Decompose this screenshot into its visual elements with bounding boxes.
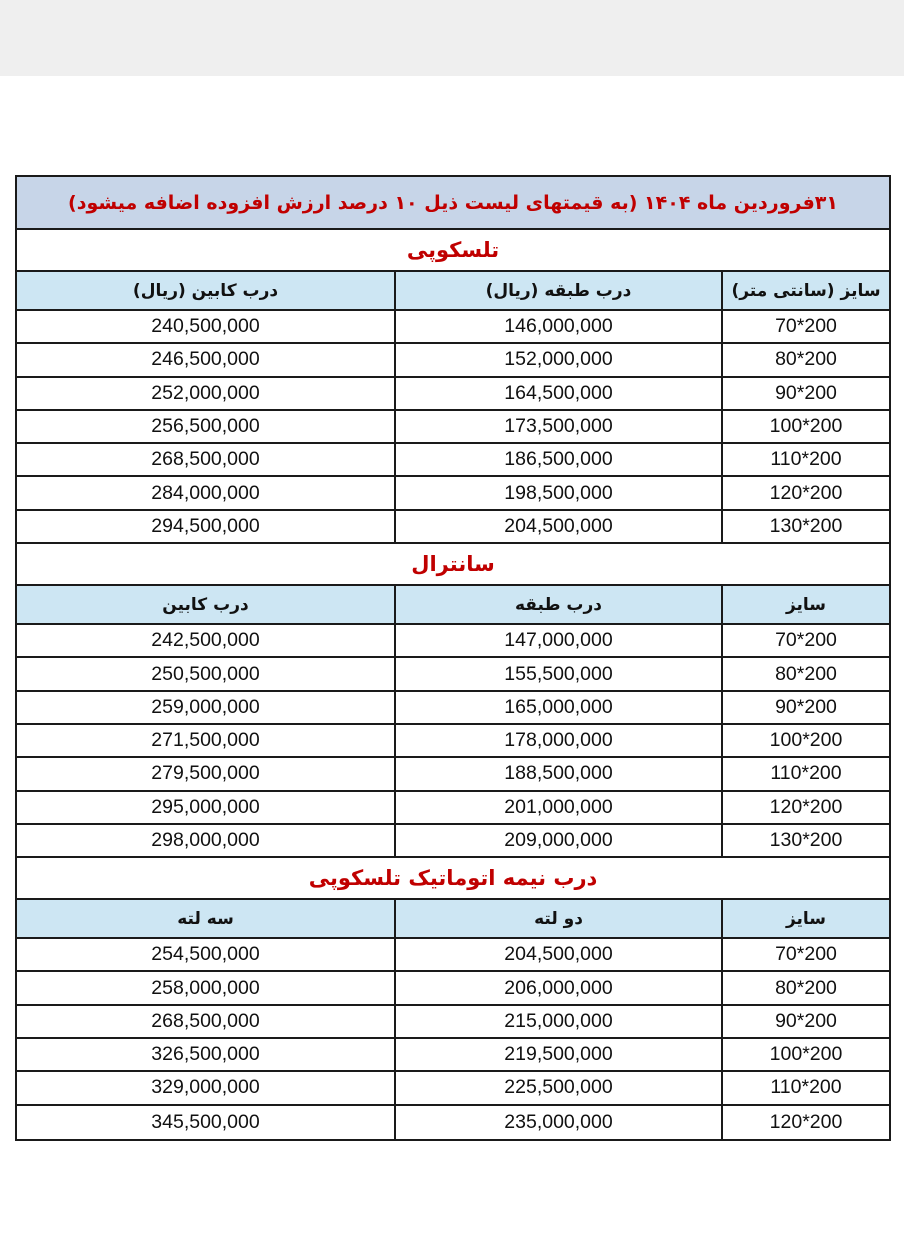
table-row (17, 939, 889, 972)
table-row (17, 825, 889, 858)
price-cell: 259,000,000 (17, 692, 396, 723)
size-cell: 110*200 (770, 1076, 842, 1099)
price-cell: 188,500,000 (396, 758, 723, 789)
price-cell: 246,500,000 (17, 344, 396, 375)
top-background-band (0, 0, 904, 76)
column-header-end: درب کابین (ریال) (17, 272, 396, 309)
table-row (17, 1006, 889, 1039)
price-cell: 178,000,000 (396, 725, 723, 756)
price-cell: 164,500,000 (396, 378, 723, 409)
column-header-end: درب کابین (17, 586, 396, 623)
table-row (17, 378, 889, 411)
size-cell: 120*200 (769, 795, 843, 818)
price-cell: 345,500,000 (17, 1106, 396, 1139)
price-cell: 242,500,000 (17, 625, 396, 656)
table-row (17, 792, 889, 825)
price-cell: 173,500,000 (396, 411, 723, 442)
size-cell: 100*200 (769, 415, 843, 438)
price-cell: 326,500,000 (17, 1039, 396, 1070)
table-row (17, 511, 889, 544)
price-cell: 204,500,000 (396, 511, 723, 542)
price-cell: 295,000,000 (17, 792, 396, 823)
table-row (17, 625, 889, 658)
table-row (17, 477, 889, 510)
size-cell: 130*200 (769, 829, 843, 851)
size-cell: 90*200 (775, 381, 837, 404)
table-row (17, 344, 889, 377)
table-row (17, 972, 889, 1005)
size-cell: 70*200 (775, 629, 837, 652)
price-cell: 268,500,000 (17, 444, 396, 475)
price-cell: 147,000,000 (396, 625, 723, 656)
price-cell: 235,000,000 (396, 1106, 723, 1139)
price-cell: 204,500,000 (396, 939, 723, 970)
table-row (17, 311, 889, 344)
size-cell: 100*200 (769, 1043, 843, 1066)
size-cell: 120*200 (769, 1110, 843, 1133)
table-row (17, 758, 889, 791)
price-cell: 165,000,000 (396, 692, 723, 723)
section-title: درب نیمه اتوماتیک تلسکوپی (17, 858, 889, 900)
size-cell: 120*200 (769, 481, 843, 504)
price-cell: 240,500,000 (17, 311, 396, 342)
size-cell: 80*200 (775, 976, 837, 999)
price-cell: 298,000,000 (17, 825, 396, 856)
size-cell: 110*200 (770, 762, 842, 785)
price-list-table (15, 175, 891, 1141)
size-cell: 90*200 (775, 695, 837, 718)
price-cell: 215,000,000 (396, 1006, 723, 1037)
price-cell: 254,500,000 (17, 939, 396, 970)
table-row (17, 725, 889, 758)
column-header-size: سایز (785, 908, 827, 929)
header-row (17, 272, 889, 311)
price-cell: 258,000,000 (17, 972, 396, 1003)
column-header-size: سایز (785, 594, 827, 615)
price-list-title: ۳۱فروردین ماه ۱۴۰۴ (به قیمتهای لیست ذیل ۱۰ درصد ارزش افزوده اضافه میشود) (17, 177, 889, 230)
section-title: سانترال (17, 544, 889, 586)
size-cell: 90*200 (775, 1009, 837, 1032)
price-cell: 268,500,000 (17, 1006, 396, 1037)
price-cell: 250,500,000 (17, 658, 396, 689)
size-cell: 80*200 (775, 662, 837, 685)
table-row (17, 444, 889, 477)
price-cell: 152,000,000 (396, 344, 723, 375)
price-cell: 209,000,000 (396, 825, 723, 856)
header-row (17, 900, 889, 939)
table-row (17, 658, 889, 691)
size-cell: 130*200 (769, 514, 843, 537)
price-cell: 219,500,000 (396, 1039, 723, 1070)
table-row (17, 1039, 889, 1072)
price-cell: 271,500,000 (17, 725, 396, 756)
price-cell: 201,000,000 (396, 792, 723, 823)
price-cell: 146,000,000 (396, 311, 723, 342)
column-header-mid: درب طبقه (ریال) (396, 272, 723, 309)
table-row (17, 1072, 889, 1105)
section-title: تلسکوپی (17, 230, 889, 272)
price-cell: 284,000,000 (17, 477, 396, 508)
column-header-size: سایز (سانتی متر) (731, 280, 881, 301)
size-cell: 110*200 (770, 448, 842, 471)
price-cell: 198,500,000 (396, 477, 723, 508)
column-header-mid: دو لته (396, 900, 723, 937)
price-cell: 206,000,000 (396, 972, 723, 1003)
table-row (17, 1106, 889, 1139)
header-row (17, 586, 889, 625)
column-header-end: سه لته (17, 900, 396, 937)
price-cell: 329,000,000 (17, 1072, 396, 1103)
table-row (17, 411, 889, 444)
price-cell: 252,000,000 (17, 378, 396, 409)
price-cell: 186,500,000 (396, 444, 723, 475)
size-cell: 70*200 (775, 943, 837, 966)
price-cell: 256,500,000 (17, 411, 396, 442)
size-cell: 100*200 (769, 729, 843, 752)
size-cell: 70*200 (775, 315, 837, 338)
price-cell: 294,500,000 (17, 511, 396, 542)
table-row (17, 692, 889, 725)
price-cell: 155,500,000 (396, 658, 723, 689)
size-cell: 80*200 (775, 348, 837, 371)
column-header-mid: درب طبقه (396, 586, 723, 623)
price-cell: 279,500,000 (17, 758, 396, 789)
price-cell: 225,500,000 (396, 1072, 723, 1103)
